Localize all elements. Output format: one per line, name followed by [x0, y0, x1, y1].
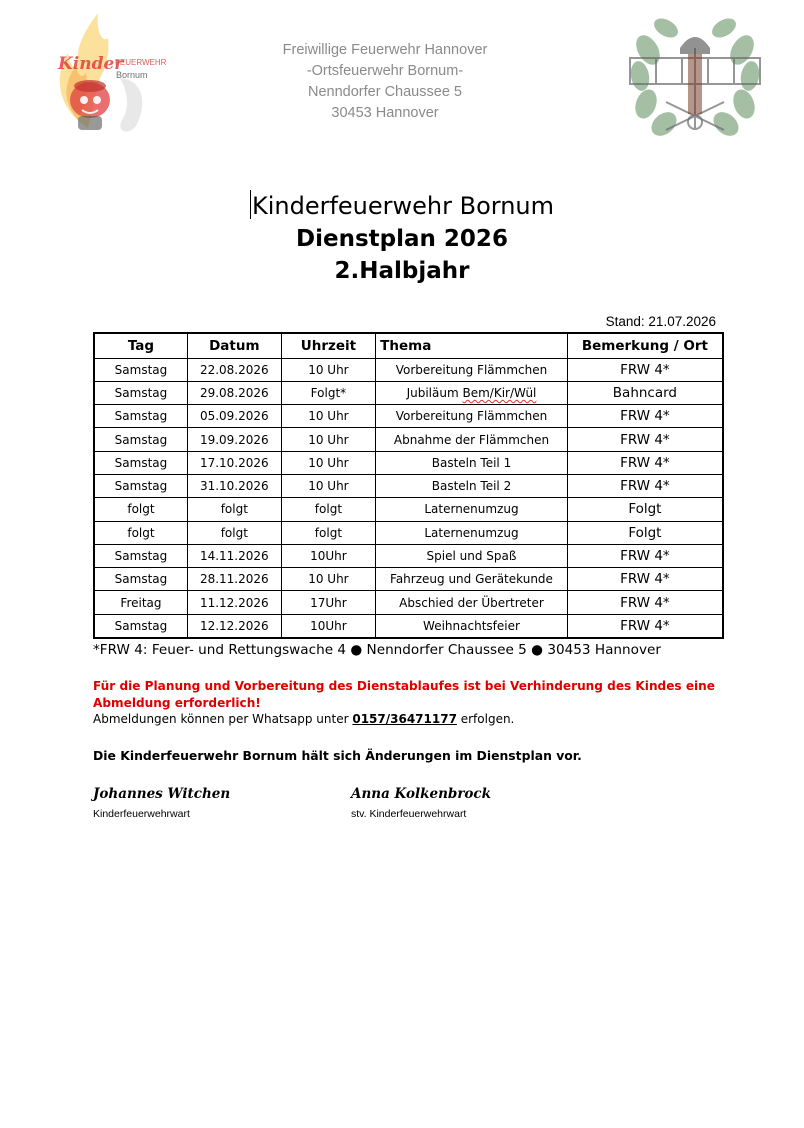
warning-text: Für die Planung und Vorbereitung des Dienstablaufes ist bei Verhinderung des Kindes eine Abmeldung erforderlich!: [93, 679, 715, 710]
cell-ort: Bahncard: [567, 381, 723, 404]
cell-uhrzeit: 10 Uhr: [281, 474, 375, 497]
cell-tag: Samstag: [94, 474, 187, 497]
document-title: Kinderfeuerwehr Bornum: [251, 192, 555, 220]
abmeldung-text: Abmeldungen können per Whatsapp unter 0157/36471177 erfolgen.: [93, 712, 515, 726]
cell-tag: Samstag: [94, 614, 187, 637]
cell-uhrzeit: 10Uhr: [281, 614, 375, 637]
cell-ort: FRW 4*: [567, 428, 723, 451]
cell-thema: Abschied der Übertreter: [376, 591, 568, 614]
signature-1-role: Kinderfeuerwehrwart: [93, 808, 190, 820]
table-row: [94, 614, 723, 637]
table-header-row: [94, 333, 723, 358]
kinderfeuerwehr-logo-icon: [48, 8, 166, 138]
cell-tag: folgt: [94, 521, 187, 544]
cell-tag: Samstag: [94, 358, 187, 381]
cell-datum: 22.08.2026: [187, 358, 281, 381]
column-header-uhrzeit: Uhrzeit: [281, 333, 375, 358]
cell-tag: Samstag: [94, 428, 187, 451]
column-header-tag: Tag: [94, 333, 187, 358]
cell-thema: Laternenumzug: [376, 498, 568, 521]
cell-thema: Laternenumzug: [376, 521, 568, 544]
cell-thema: Vorbereitung Flämmchen: [376, 405, 568, 428]
cell-thema: Basteln Teil 2: [376, 474, 568, 497]
svg-text:Kinder: Kinder: [58, 54, 124, 74]
signature-2: Anna Kolkenbrock: [351, 786, 492, 802]
cell-ort: FRW 4*: [567, 568, 723, 591]
svg-text:FEUERWEHR: FEUERWEHR: [115, 58, 166, 67]
cell-datum: 17.10.2026: [187, 451, 281, 474]
table-body: [94, 358, 723, 638]
cell-uhrzeit: 10 Uhr: [281, 428, 375, 451]
cell-uhrzeit: 10 Uhr: [281, 358, 375, 381]
reserve-note: Die Kinderfeuerwehr Bornum hält sich Änderungen im Dienstplan vor.: [93, 748, 582, 763]
table-row: [94, 451, 723, 474]
table-row: [94, 544, 723, 567]
cell-tag: Samstag: [94, 544, 187, 567]
svg-text:Bornum: Bornum: [116, 70, 148, 80]
cell-ort: FRW 4*: [567, 405, 723, 428]
cell-ort: FRW 4*: [567, 474, 723, 497]
org-name: Freiwillige Feuerwehr Hannover: [282, 42, 488, 58]
cell-uhrzeit: Folgt*: [281, 381, 375, 404]
column-header-thema: Thema: [376, 333, 568, 358]
table-row: [94, 521, 723, 544]
org-street: Nenndorfer Chaussee 5: [308, 84, 462, 100]
footnote: *FRW 4: Feuer- und Rettungswache 4 ● Nenndorfer Chaussee 5 ● 30453 Hannover: [93, 642, 661, 658]
cell-ort: FRW 4*: [567, 614, 723, 637]
title-block: [0, 190, 804, 287]
plan-period: 2.Halbjahr: [334, 258, 470, 284]
table-row: [94, 591, 723, 614]
table-row: [94, 405, 723, 428]
column-header-datum: Datum: [187, 333, 281, 358]
cell-uhrzeit: 17Uhr: [281, 591, 375, 614]
cell-datum: 05.09.2026: [187, 405, 281, 428]
text-cursor: [250, 190, 251, 219]
table-row: [94, 381, 723, 404]
table-row: [94, 428, 723, 451]
cell-uhrzeit: folgt: [281, 521, 375, 544]
cell-datum: folgt: [187, 521, 281, 544]
cell-tag: Samstag: [94, 568, 187, 591]
cell-tag: folgt: [94, 498, 187, 521]
cell-datum: 19.09.2026: [187, 428, 281, 451]
signature-2-role: stv. Kinderfeuerwehrwart: [351, 808, 467, 820]
cell-ort: FRW 4*: [567, 544, 723, 567]
cell-thema: Vorbereitung Flämmchen: [376, 358, 568, 381]
cell-datum: 29.08.2026: [187, 381, 281, 404]
signature-1: Johannes Witchen: [93, 786, 231, 802]
feuerwehr-emblem-icon: [626, 10, 764, 142]
cell-datum: 28.11.2026: [187, 568, 281, 591]
cell-uhrzeit: 10 Uhr: [281, 451, 375, 474]
cell-thema: Fahrzeug und Gerätekunde: [376, 568, 568, 591]
cell-uhrzeit: 10Uhr: [281, 544, 375, 567]
table-row: [94, 498, 723, 521]
cell-uhrzeit: 10 Uhr: [281, 405, 375, 428]
cell-datum: 11.12.2026: [187, 591, 281, 614]
column-header-ort: Bemerkung / Ort: [567, 333, 723, 358]
cell-tag: Samstag: [94, 405, 187, 428]
cell-datum: 12.12.2026: [187, 614, 281, 637]
cell-uhrzeit: folgt: [281, 498, 375, 521]
table-row: [94, 568, 723, 591]
cell-thema: Jubiläum Bem/Kir/Wül: [376, 381, 568, 404]
cell-ort: Folgt: [567, 521, 723, 544]
org-unit: -Ortsfeuerwehr Bornum-: [306, 63, 464, 79]
letterhead: [230, 40, 540, 124]
cell-ort: FRW 4*: [567, 451, 723, 474]
cell-ort: FRW 4*: [567, 591, 723, 614]
table-row: [94, 358, 723, 381]
cell-tag: Samstag: [94, 451, 187, 474]
cell-ort: Folgt: [567, 498, 723, 521]
cell-datum: 14.11.2026: [187, 544, 281, 567]
cell-ort: FRW 4*: [567, 358, 723, 381]
org-city: 30453 Hannover: [331, 105, 439, 121]
cell-thema: Basteln Teil 1: [376, 451, 568, 474]
table-row: [94, 474, 723, 497]
cell-tag: Freitag: [94, 591, 187, 614]
cell-uhrzeit: 10 Uhr: [281, 568, 375, 591]
phone-number: 0157/36471177: [352, 712, 457, 726]
stand-date: Stand: 21.07.2026: [605, 314, 716, 329]
spellcheck-marked-text: Bem/Kir/Wül: [462, 385, 537, 400]
cell-datum: folgt: [187, 498, 281, 521]
schedule-table: [93, 332, 724, 639]
cell-thema: Spiel und Spaß: [376, 544, 568, 567]
plan-title: Dienstplan 2026: [296, 226, 508, 252]
cell-thema: Weihnachtsfeier: [376, 614, 568, 637]
cell-datum: 31.10.2026: [187, 474, 281, 497]
cell-tag: Samstag: [94, 381, 187, 404]
cell-thema: Abnahme der Flämmchen: [376, 428, 568, 451]
